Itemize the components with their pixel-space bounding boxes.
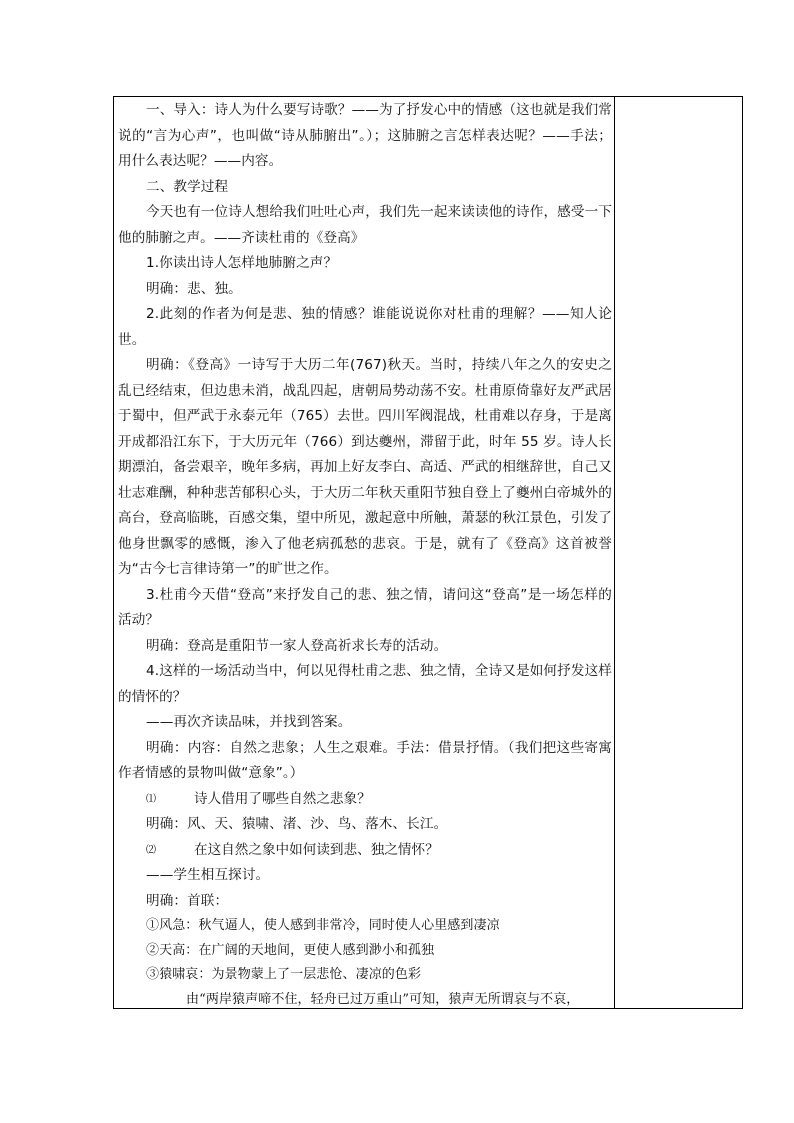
sub-answer-1: 明确：风、天、猿啸、渚、沙、鸟、落木、长江。 — [146, 816, 448, 832]
answer-1: 明确：悲、独。 — [146, 280, 242, 297]
intro-paragraph: 一、导入：诗人为什么要写诗歌？——为了抒发心中的情感（这也就是我们常说的“言为心声”，也叫做“诗从肺腑出”。）；这肺腑之言怎样表达呢？——手法；用什么表达呢？——内容。 — [118, 102, 612, 169]
question-2: 2.此刻的作者为何是悲、独的情感？谁能说说你对杜甫的理解？——知人论世。 — [118, 306, 612, 348]
circled-item-2: ②天高：在广阔的天地间，更使人感到渺小和孤独 — [146, 942, 435, 958]
sub-question-1-text: 诗人借用了哪些自然之悲象？ — [194, 790, 371, 807]
closing-paragraph: 由“两岸猿声啼不住，轻舟已过万重山”可知，猿声无所谓哀与不哀， — [186, 991, 580, 1006]
sub-question-2-text: 在这自然之象中如何读到悲、独之情怀？ — [194, 841, 439, 858]
sub-question-1-marker: ⑴ — [146, 793, 156, 805]
answer-4: 明确：内容：自然之悲象；人生之艰难。手法：借景抒情。（我们把这些寄寓作者情感的景物叫做“意象”。） — [118, 739, 612, 781]
question-4: 4.这样的一场活动当中，何以见得杜甫之悲、独之情，全诗又是如何抒发这样的情怀的？ — [118, 663, 612, 705]
sub-question-2 — [118, 838, 612, 864]
answer-2: 明确：《登高》一诗写于大历二年(767)秋天。当时，持续八年之久的安史之乱已经结束，但边患未消，战乱四起，唐朝局势动荡不安。杜甫原倚靠好友严武居于蜀中，但严武于永泰元年（765）去世。四川军阀混战，杜甫难以存身，于是离开成都沿江东下，于大历元年（766）到达夔州，滞留于此，时年 55 岁。诗人长期漂泊，备尝艰辛，晚年多病，再加上好友李白、高适、严武的相继辞世，自己又壮志难酬，种种悲苦郁积心头，于大历二年秋天重阳节独自登上了夔州白帝城外的高台，登高临眺，百感交集，望中所见，激起意中所触，萧瑟的秋江景色，引发了他身世飘零的感慨，渗入了他老病孤愁的悲哀。于是，就有了《登高》这首被誉为“古今七言律诗第一”的旷世之作。 — [118, 357, 612, 577]
lesson-paragraph: 今天也有一位诗人想给我们吐吐心声，我们先一起来读读他的诗作，感受一下他的肺腑之声。——齐读杜甫的《登高》 — [118, 204, 612, 246]
question-3: 3.杜甫今天借“登高”来抒发自己的悲、独之情，请问这“登高”是一场怎样的活动？ — [118, 586, 612, 628]
answer-3: 明确：登高是重阳节一家人登高祈求长寿的活动。 — [146, 637, 448, 654]
section-heading: 二、教学过程 — [146, 178, 229, 195]
first-couplet-heading: 明确：首联： — [146, 892, 229, 909]
circled-item-1: ①风急：秋气逼人，使人感到非常冷，同时使人心里感到凄凉 — [146, 918, 500, 933]
sub-question-1 — [118, 787, 612, 813]
lesson-content-cell — [118, 98, 612, 1006]
instruction-line: ——再次齐读品味，并找到答案。 — [146, 714, 352, 730]
sub-question-2-marker: ⑵ — [146, 844, 156, 856]
circled-item-3: ③猿啸哀：为景物蒙上了一层悲怆、凄凉的色彩 — [146, 967, 422, 982]
table-column-divider — [614, 96, 615, 1009]
discussion-line: ——学生相互探讨。 — [146, 867, 270, 883]
question-1: 1.你读出诗人怎样地肺腑之声？ — [146, 255, 338, 271]
